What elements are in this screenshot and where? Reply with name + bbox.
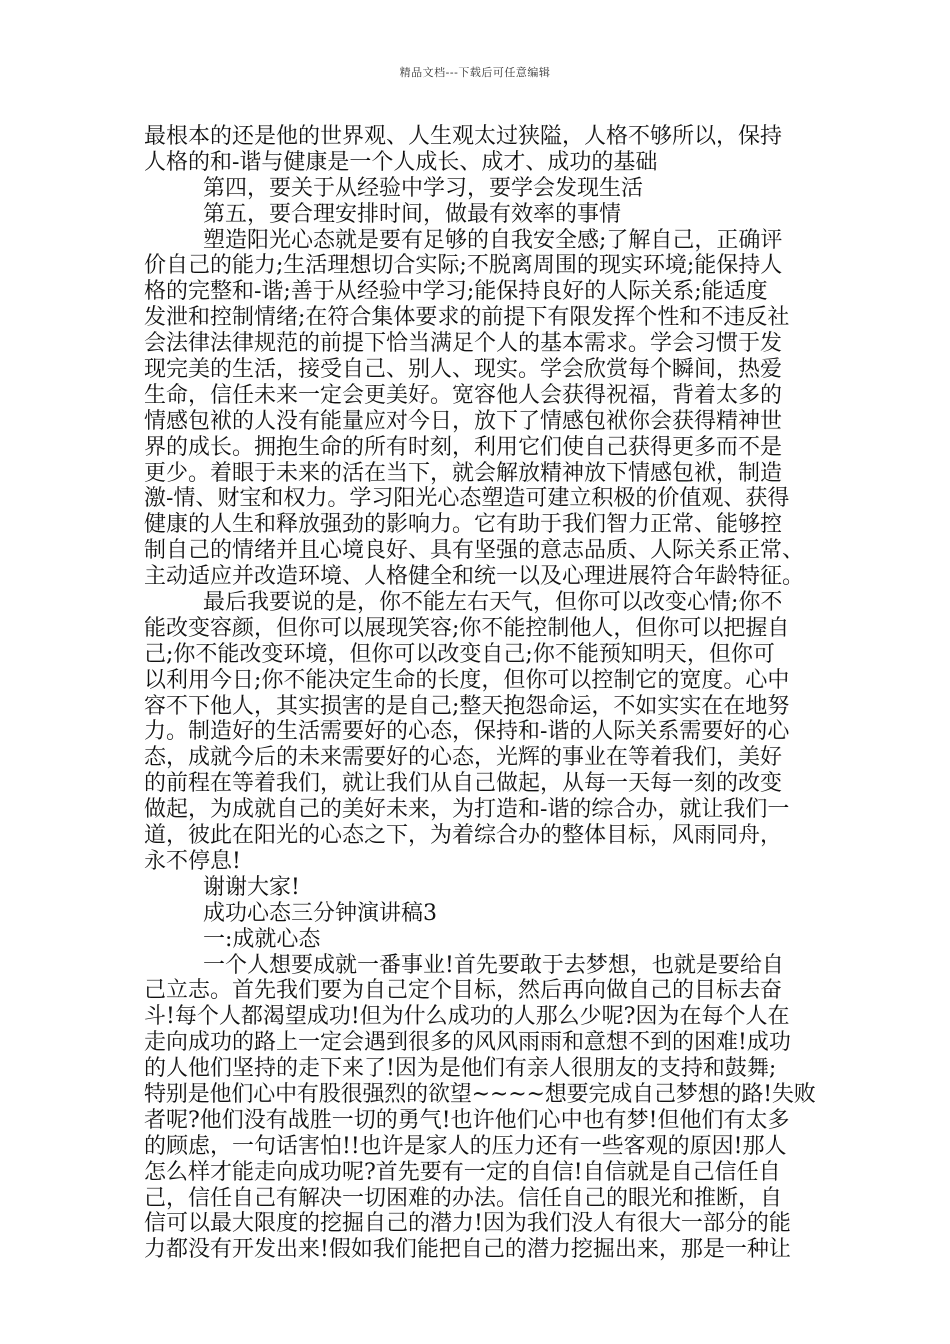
text-line: 制自己的情绪并且心境良好、具有坚强的意志品质、人际关系正常、 [144,538,805,564]
text-line: 更少。着眼于未来的活在当下，就会解放精神放下情感包袱，制造 [144,460,783,486]
text-line: 力。制造好的生活需要好的心态，保持和-谐的人际关系需要好的心 [144,719,790,745]
text-line: 主动适应并改造环境、人格健全和统一以及心理进展符合年龄特征。 [144,564,805,590]
text-line: 最后我要说的是，你不能左右天气，但你可以改变心情;你不 [203,590,783,616]
text-line: 己;你不能改变环境，但你可以改变自己;你不能预知明天，但你可 [144,641,775,667]
text-line: 走向成功的路上一定会遇到很多的风风雨雨和意想不到的困难!成功 [144,1030,791,1056]
text-line: 的前程在等着我们，就让我们从自己做起，从每一天每一刻的改变 [144,771,783,797]
text-line: 一:成就心态 [203,926,321,952]
text-line: 做起，为成就自己的美好未来，为打造和-谐的综合办，就让我们一 [144,797,790,823]
text-line: 成功心态三分钟演讲稿3 [203,900,437,926]
text-line: 会法律法律规范的前提下恰当满足个人的基本需求。学会习惯于发 [144,331,783,357]
text-line: 道，彼此在阳光的心态之下，为着综合办的整体目标，风雨同舟， [144,823,783,849]
text-line: 的顾虑，一句话害怕!!也许是家人的压力还有一些客观的原因!那人 [144,1133,787,1159]
text-line: 第五，要合理安排时间，做最有效率的事情 [203,201,622,227]
text-line: 怎么样才能走向成功呢?首先要有一定的自信!自信就是自己信任自 [144,1159,781,1185]
text-line: 塑造阳光心态就是要有足够的自我安全感;了解自己，正确评 [203,227,783,253]
text-line: 一个人想要成就一番事业!首先要敢于去梦想，也就是要给自 [203,952,784,978]
text-line: 能改变容颜，但你可以展现笑容;你不能控制他人，但你可以把握自 [144,615,790,641]
text-line: 第四，要关于从经验中学习，要学会发现生活 [203,175,644,201]
text-line: 健康的人生和释放强劲的影响力。它有助于我们智力正常、能够控 [144,512,783,538]
text-line: 者呢?他们没有战胜一切的勇气!也许他们心中也有梦!但他们有太多 [144,1107,790,1133]
text-line: 情感包袱的人没有能量应对今日，放下了情感包袱你会获得精神世 [144,408,783,434]
document-body [144,124,816,1263]
text-line: 格的完整和-谐;善于从经验中学习;能保持良好的人际关系;能适度 [144,279,768,305]
text-line: 斗!每个人都渴望成功!但为什么成功的人那么少呢?因为在每个人在 [144,1004,790,1030]
text-line: 人格的和-谐与健康是一个人成长、成才、成功的基础 [144,149,658,175]
text-line: 特别是他们心中有股很强烈的欲望~~~~想要完成自己梦想的路!失败 [144,1081,816,1107]
text-line: 激-情、财宝和权力。学习阳光心态塑造可建立积极的价值观、获得 [144,486,790,512]
text-line: 永不停息! [144,848,241,874]
text-line: 以利用今日;你不能决定生命的长度，但你可以控制它的宽度。心中 [144,667,790,693]
text-line: 己立志。首先我们要为自己定个目标，然后再向做自己的目标去奋 [144,978,783,1004]
text-line: 生命，信任未来一定会更美好。宽容他人会获得祝福，背着太多的 [144,382,783,408]
text-line: 界的成长。拥抱生命的所有时刻，利用它们使自己获得更多而不是 [144,434,783,460]
text-line: 谢谢大家! [203,874,300,900]
text-line: 力都没有开发出来!假如我们能把自己的潜力挖掘出来，那是一种让 [144,1237,791,1263]
text-line: 最根本的还是他的世界观、人生观太过狭隘，人格不够所以，保持 [144,124,783,149]
text-line: 容不下他人，其实损害的是自己;整天抱怨命运，不如实实在在地努 [144,693,790,719]
text-line: 现完美的生活，接受自己、别人、现实。学会欣赏每个瞬间，热爱 [144,357,783,383]
page-header: 精品文档---下载后可任意编辑 [399,66,551,79]
text-line: 的人他们坚持的走下来了!因为是他们有亲人很朋友的支持和鼓舞; [144,1056,777,1082]
text-line: 态，成就今后的未来需要好的心态，光辉的事业在等着我们，美好 [144,745,783,771]
text-line: 发泄和控制情绪;在符合集体要求的前提下有限发挥个性和不违反社 [144,305,790,331]
text-line: 己，信任自己有解决一切困难的办法。信任自己的眼光和推断，自 [144,1185,783,1211]
text-line: 价自己的能力;生活理想切合实际;不脱离周围的现实环境;能保持人 [144,253,783,279]
text-line: 信可以最大限度的挖掘自己的潜力!因为我们没人有很大一部分的能 [144,1211,791,1237]
